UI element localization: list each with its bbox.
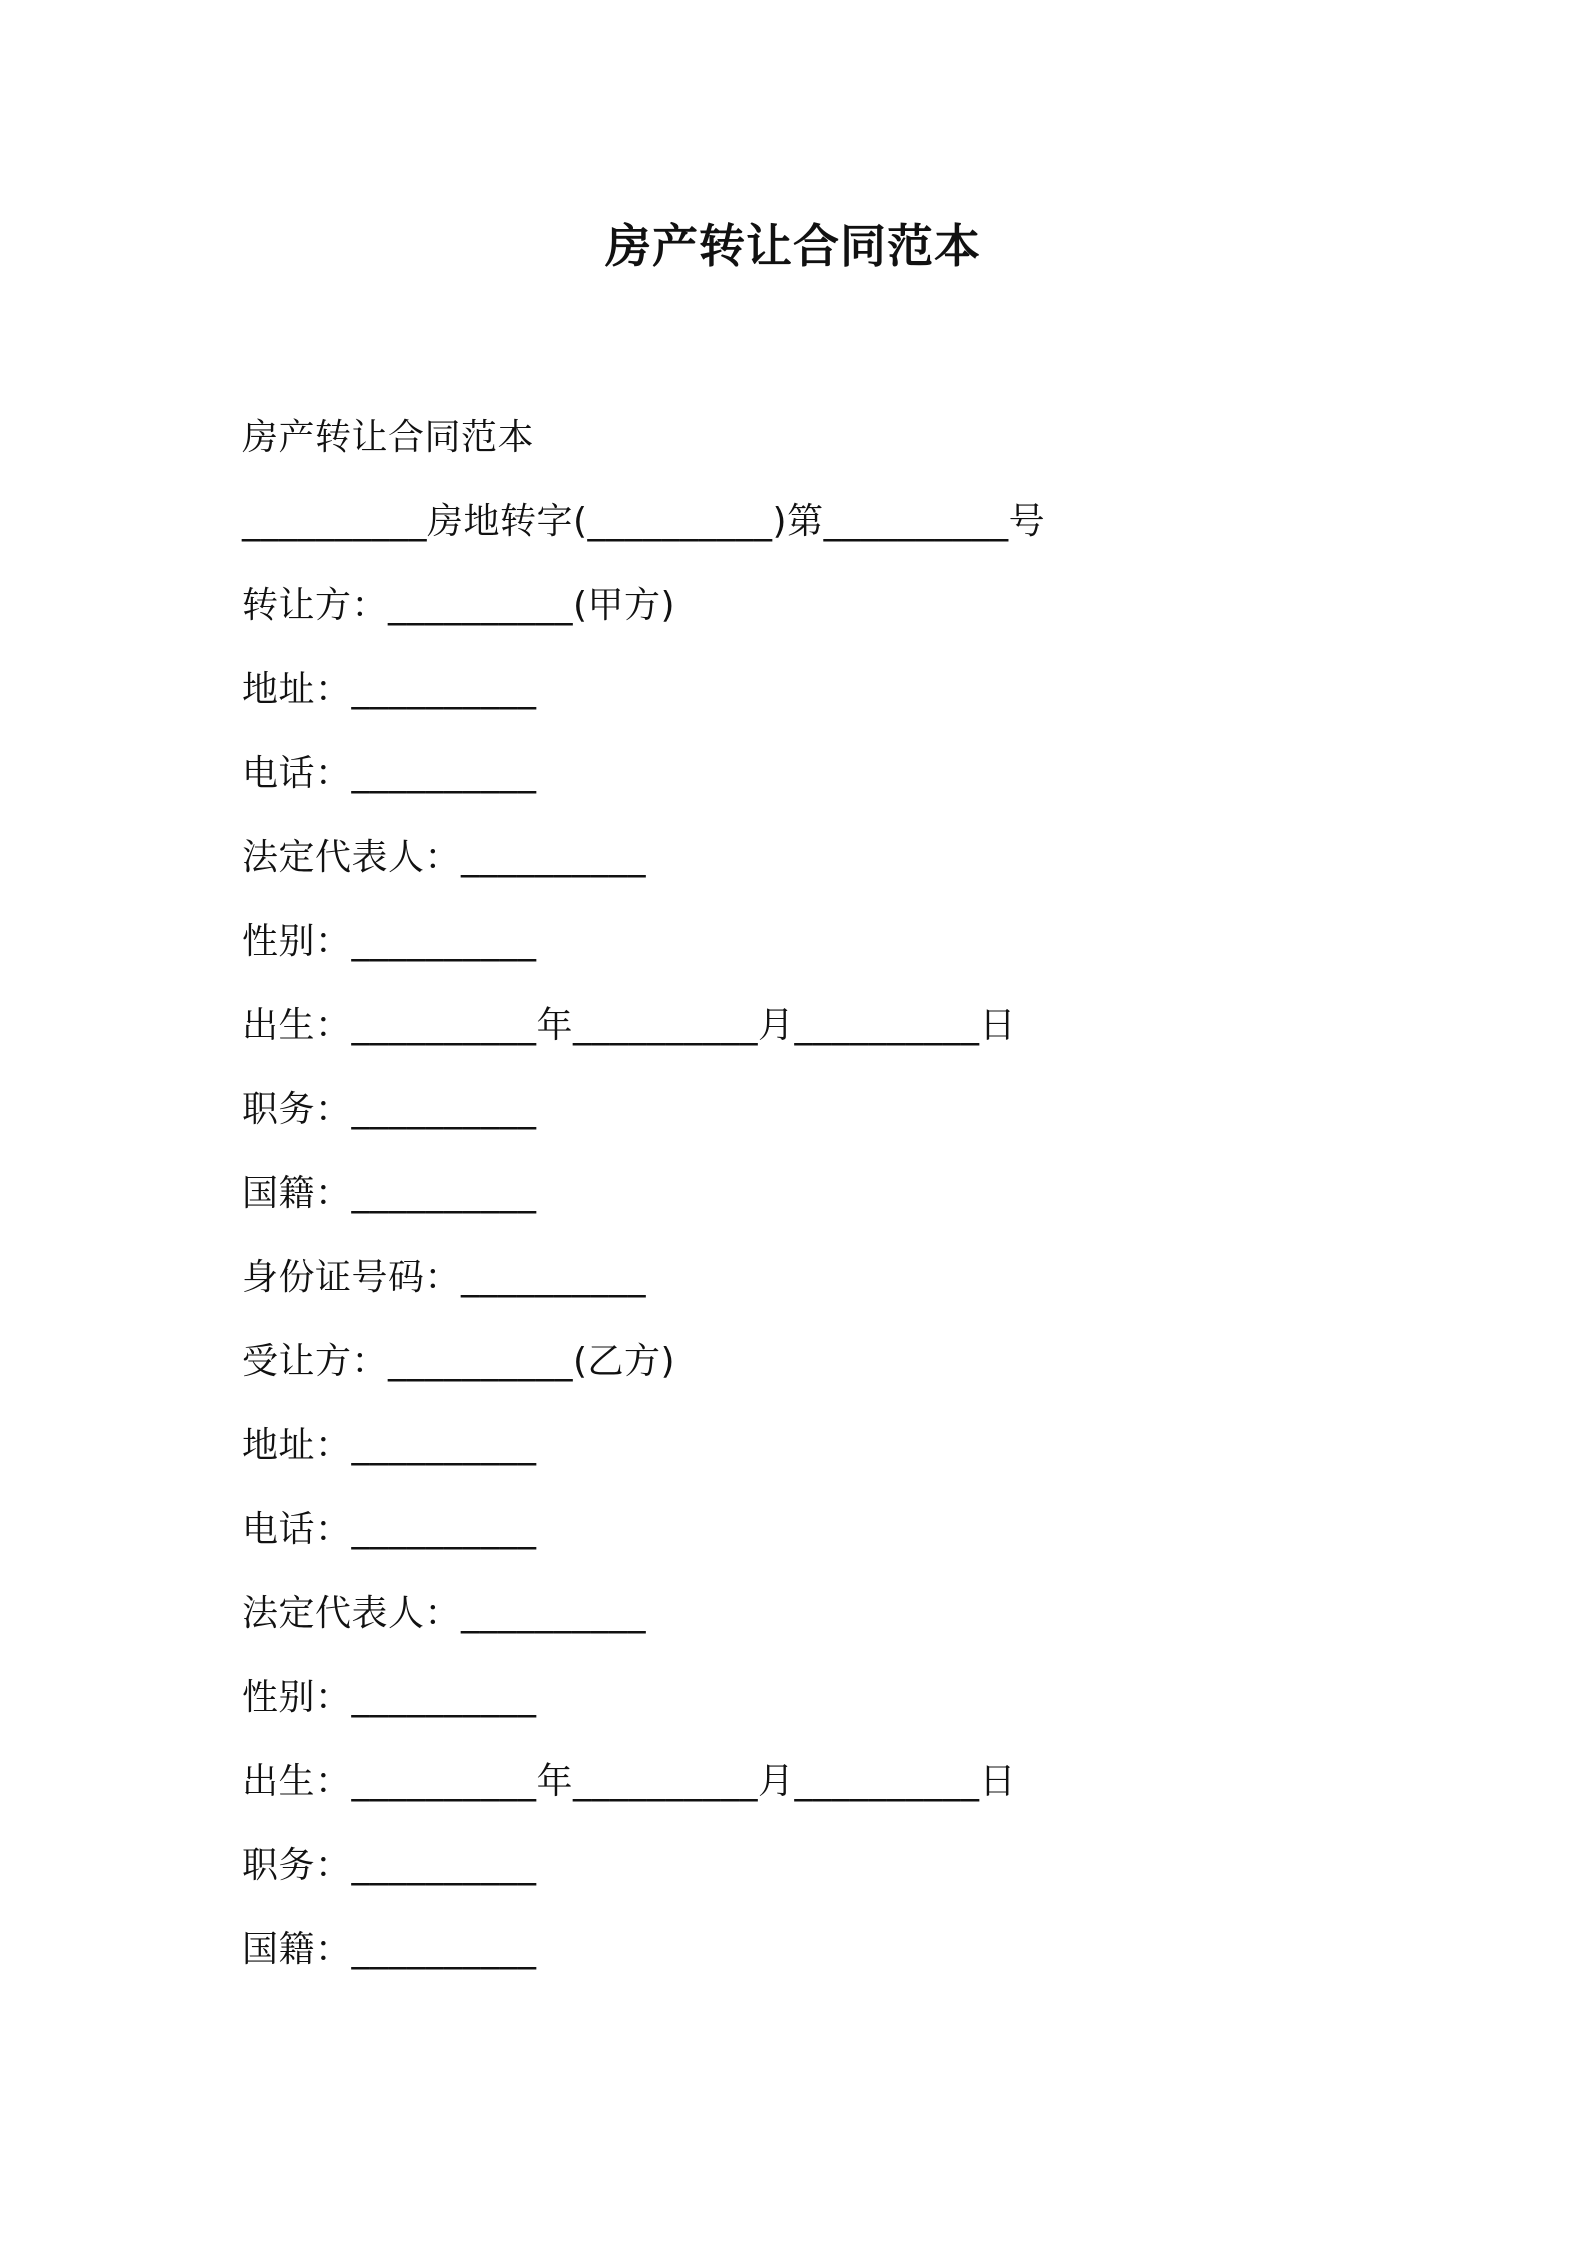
transferee-birth-line: 出生：__________年__________月__________日 xyxy=(242,1761,1017,1802)
transferor-address-line: 地址：__________ xyxy=(242,669,537,710)
transferee-phone-line: 电话：__________ xyxy=(242,1509,537,1550)
transferee-nationality-line: 国籍：__________ xyxy=(242,1929,537,1970)
transferor-nationality-line: 国籍：__________ xyxy=(242,1173,537,1214)
transferor-gender-line: 性别：__________ xyxy=(242,921,537,962)
subtitle-line: 房产转让合同范本 xyxy=(242,417,535,458)
contract-number-line: __________房地转字(__________)第__________号 xyxy=(242,501,1046,542)
document-body xyxy=(242,408,1392,2004)
document-title: 房产转让合同范本 xyxy=(605,219,981,273)
transferor-line: 转让方：__________(甲方) xyxy=(242,585,676,626)
transferor-id-number-line: 身份证号码：__________ xyxy=(242,1257,647,1298)
transferee-gender-line: 性别：__________ xyxy=(242,1677,537,1718)
transferee-line: 受让方：__________(乙方) xyxy=(242,1341,676,1382)
transferor-phone-line: 电话：__________ xyxy=(242,753,537,794)
transferee-position-line: 职务：__________ xyxy=(242,1845,537,1886)
transferee-legal-representative-line: 法定代表人：__________ xyxy=(242,1593,647,1634)
transferor-position-line: 职务：__________ xyxy=(242,1089,537,1130)
transferor-birth-line: 出生：__________年__________月__________日 xyxy=(242,1005,1017,1046)
transferee-address-line: 地址：__________ xyxy=(242,1425,537,1466)
transferor-legal-representative-line: 法定代表人：__________ xyxy=(242,837,647,878)
